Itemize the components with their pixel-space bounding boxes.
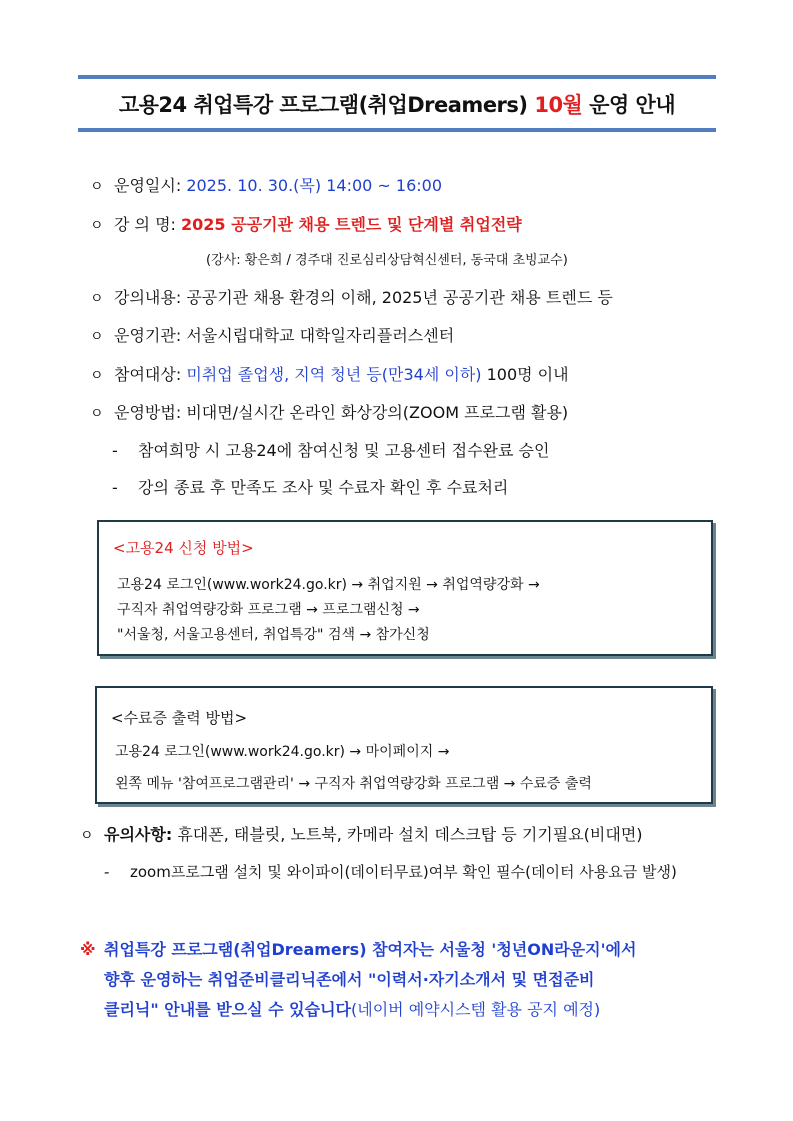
method-note-2 [112, 477, 508, 499]
target-label: 참여대상: [114, 365, 187, 384]
bullet-icon: ㅇ [80, 828, 94, 844]
notice-text-3-note: (네이버 예약시스템 활용 공지 예정) [351, 1000, 601, 1019]
bullet-icon: ㅇ [90, 406, 104, 422]
notice-line-3 [80, 995, 720, 1025]
title-banner [78, 75, 716, 132]
date-value: 2025. 10. 30.(목) 14:00 ~ 16:00 [186, 176, 443, 195]
item-content [90, 287, 613, 310]
target-value: 미취업 졸업생, 지역 청년 등(만34세 이하) [186, 365, 482, 384]
item-target [90, 364, 569, 387]
item-caution [80, 824, 643, 847]
date-label: 운영일시: [114, 176, 187, 195]
bullet-icon: ㅇ [90, 218, 104, 234]
cert-box-heading: <수료증 출력 방법> [111, 709, 248, 727]
cert-step-line: 왼쪽 메뉴 '참여프로그램관리' → 구직자 취업역량강화 프로그램 → 수료증 출력 [115, 776, 592, 792]
dash-icon: - [104, 863, 110, 881]
lecture-label: 강 의 명: [114, 215, 182, 234]
content-label: 강의내용: [114, 288, 187, 307]
method-note-1 [112, 440, 549, 462]
lecture-title: 2025 공공기관 채용 트렌드 및 단계별 취업전략 [181, 215, 522, 234]
reference-mark-icon: ※ [80, 940, 96, 959]
bullet-icon: ㅇ [90, 329, 104, 345]
method-value: 비대면/실시간 온라인 화상강의(ZOOM 프로그램 활용) [186, 403, 569, 422]
notice-line-2: 향후 운영하는 취업준비클리닉존에서 "이력서·자기소개서 및 면접준비 [104, 970, 595, 989]
title-suffix: 운영 안내 [582, 92, 676, 117]
notice-text-3: 클리닉" 안내를 받으실 수 있습니다 [104, 1000, 352, 1019]
item-date [90, 175, 442, 198]
org-value: 서울시립대학교 대학일자리플러스센터 [186, 326, 455, 345]
title-prefix: 고용24 취업특강 프로그램(취업Dreamers) [118, 92, 535, 117]
clinic-notice [80, 935, 720, 1025]
lecturer-info: (강사: 황은희 / 경주대 진로심리상담혁신센터, 동국대 초빙교수) [206, 253, 568, 268]
title-month: 10월 [534, 92, 583, 117]
apply-step-line: 구직자 취업역량강화 프로그램 → 프로그램신청 → [117, 602, 420, 618]
apply-step-line: 고용24 로그인(www.work24.go.kr) → 취업지원 → 취업역량강화 → [117, 577, 540, 593]
method-note-text: 강의 종료 후 만족도 조사 및 수료자 확인 후 수료처리 [138, 478, 509, 497]
bullet-icon: ㅇ [90, 291, 104, 307]
cert-step-line: 고용24 로그인(www.work24.go.kr) → 마이페이지 → [115, 744, 450, 760]
method-label: 운영방법: [114, 403, 187, 422]
caution-label: 유의사항: [104, 825, 173, 844]
item-lecture [90, 214, 522, 237]
certificate-method-box [95, 686, 713, 804]
page-title [119, 89, 675, 119]
caution-value: 휴대폰, 태블릿, 노트북, 카메라 설치 데스크탑 등 기기필요(비대면) [172, 825, 643, 844]
target-count: 100명 이내 [481, 365, 569, 384]
bullet-icon: ㅇ [90, 179, 104, 195]
bullet-icon: ㅇ [90, 368, 104, 384]
apply-step-line: "서울청, 서울고용센터, 취업특강" 검색 → 참가신청 [117, 627, 430, 643]
notice-text-1: 취업특강 프로그램(취업Dreamers) 참여자는 서울청 '청년ON라운지'에서 [104, 940, 637, 959]
item-org [90, 325, 454, 348]
content-value: 공공기관 채용 환경의 이해, 2025년 공공기관 채용 트렌드 등 [186, 288, 613, 307]
caution-note-text: zoom프로그램 설치 및 와이파이(데이터무료)여부 확인 필수(데이터 사용요금 발생) [130, 863, 677, 881]
apply-box-heading: <고용24 신청 방법> [113, 539, 254, 557]
item-method [90, 402, 568, 425]
org-label: 운영기관: [114, 326, 187, 345]
dash-icon: - [112, 478, 118, 497]
method-note-text: 참여희망 시 고용24에 참여신청 및 고용센터 접수완료 승인 [138, 441, 550, 460]
notice-line-1 [80, 935, 720, 965]
caution-note [104, 861, 677, 883]
dash-icon: - [112, 441, 118, 460]
apply-method-box [97, 520, 713, 656]
